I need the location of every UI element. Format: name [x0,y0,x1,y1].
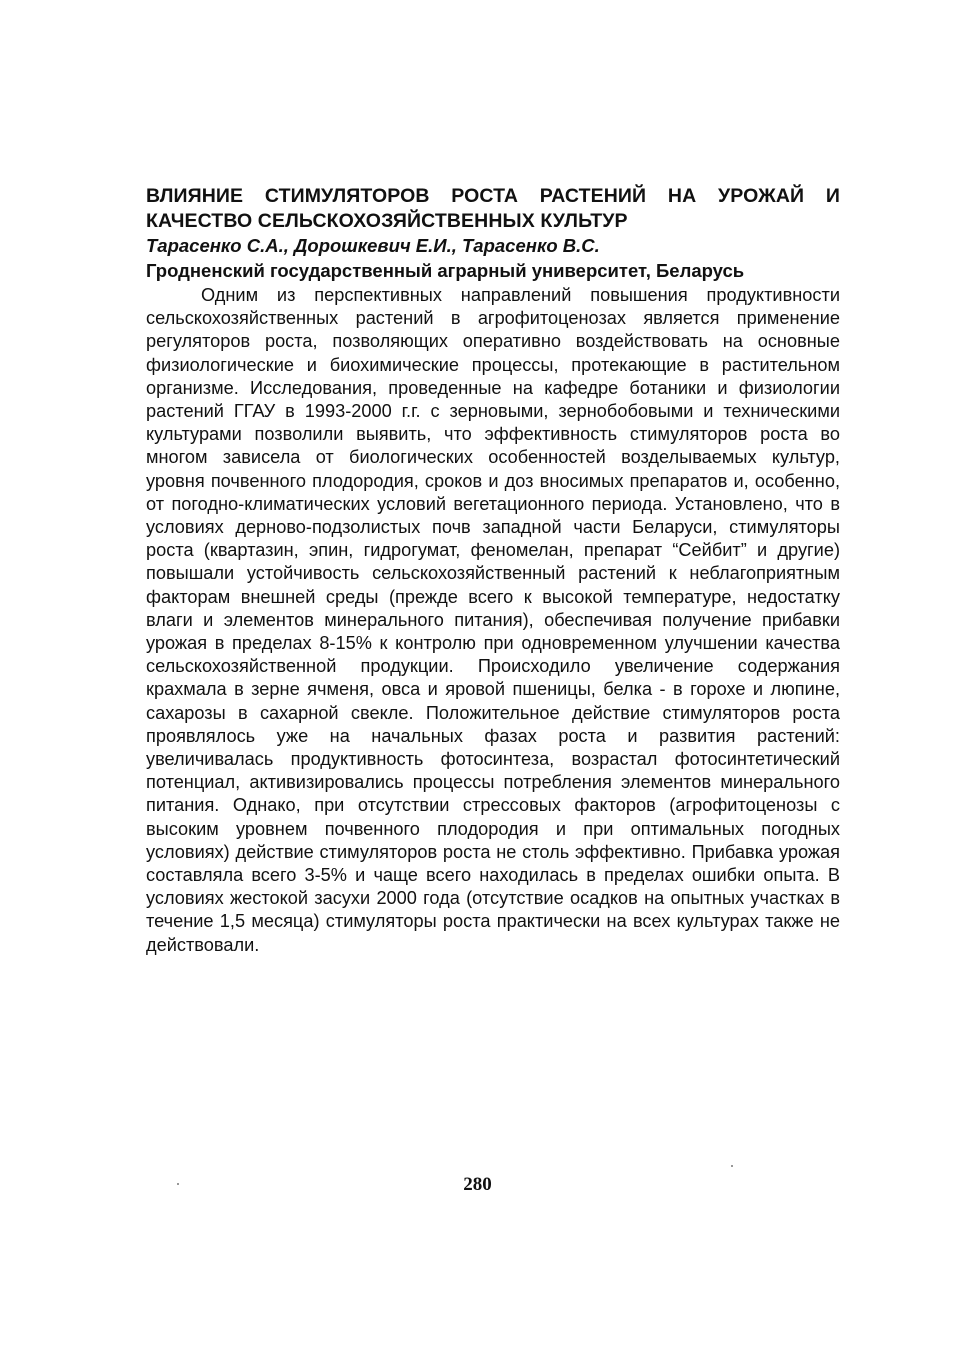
scan-speck-right [731,1165,733,1167]
article-authors: Тарасенко С.А., Дорошкевич Е.И., Тарасенко В.С. [146,235,600,256]
page-number: 280 [463,1174,492,1195]
article [146,184,840,957]
article-affiliation: Гродненский государственный аграрный университет, Беларусь [146,260,745,281]
article-title: ВЛИЯНИЕ СТИМУЛЯТОРОВ РОСТА РАСТЕНИЙ НА УРОЖАЙ И КАЧЕСТВО СЕЛЬСКОХОЗЯЙСТВЕННЫХ КУЛЬТУР [146,185,840,232]
scan-speck-left [177,1183,179,1185]
article-body: Одним из перспективных направлений повышения продуктивности сельскохозяйственных растений в агрофитоценозах является применение регуляторов роста, позволяющих оперативно воздействовать на основные физиологические и биохимические процессы, протекающие в растительном организме. Исследования, проведенные на кафедре ботаники и физиологии растений ГГАУ в 1993-2000 г.г. с зерновыми, зернобобовыми и техническими культурами позволили выявить, что эффективность стимуляторов роста во многом зависела от биологических особенностей возделываемых культур, уровня почвенного плодородия, сроков и доз вносимых препаратов и, особенно, от погодно-климатических условий вегетационного периода. Установлено, что в условиях дерново-подзолистых почв западной части Беларуси, стимуляторы роста (квартазин, эпин, гидрогумат, феномелан, препарат “Сейбит” и другие) повышали устойчивость сельскохозяйственный растений к неблагоприятным факторам внешней среды (прежде всего к высокой температуре, недостатку влаги и элементов минерального питания), обеспечивая получение прибавки урожая в пределах 8-15% к контролю при одновременном улучшении качества сельскохозяйственной продукции. Происходило увеличение содержания крахмала в зерне ячменя, овса и яровой пшеницы, белка - в горохе и люпине, сахарозы в сахарной свекле. Положительное действие стимуляторов роста проявлялось уже на начальных фазах роста и развития растений: увеличивалась продуктивность фотосинтеза, возрастал фотосинтетический потенциал, активизировались процессы потребления элементов минерального питания. Однако, при отсутствии стрессовых факторов (агрофитоценозы с высоким уровнем почвенного плодородия и при оптимальных погодных условиях) действие стимуляторов роста не столь эффективно. Прибавка урожая составляла всего 3-5% и чаще всего находилась в пределах ошибки опыта. В условиях жестокой засухи 2000 года (отсутствие осадков на опытных участках в течение 1,5 месяца) стимуляторы роста практически на всех культурах также не действовали. [146,285,840,955]
